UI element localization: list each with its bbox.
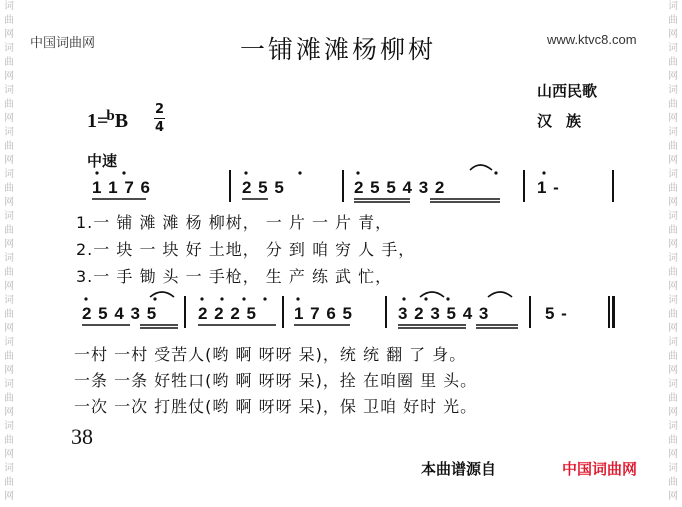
watermark-char: 词 xyxy=(668,379,678,390)
flat-sign: b xyxy=(106,108,115,124)
watermark-char: 网 xyxy=(668,29,678,40)
watermark-char: 网 xyxy=(4,197,14,208)
measure-6: 2 2 2 5 xyxy=(198,304,257,323)
watermark-char: 曲 xyxy=(4,393,14,404)
lyric-verse-3a: 3.一 手 锄 头 一 手枪， 生 产 练 武 忙， xyxy=(76,267,393,286)
watermark-char: 词 xyxy=(668,1,678,12)
time-bottom: 4 xyxy=(154,120,165,135)
watermark-char: 网 xyxy=(4,323,14,334)
lyric-verse-2b: 一条 一条 好牲口(哟 啊 呀呀 呆)，拴 在咱圈 里 头。 xyxy=(74,371,478,390)
watermark-char: 词 xyxy=(4,127,14,138)
watermark-char: 曲 xyxy=(4,15,14,26)
watermark-char: 曲 xyxy=(668,393,678,404)
lyric-verse-1a: 1.一 铺 滩 滩 杨 柳树， 一 片 一 片 青， xyxy=(76,213,393,232)
measure-9: 5 - xyxy=(545,304,568,323)
watermark-char: 曲 xyxy=(668,267,678,278)
watermark-char: 网 xyxy=(4,71,14,82)
watermark-char: 曲 xyxy=(668,141,678,152)
watermark-char: 曲 xyxy=(4,99,14,110)
watermark-char: 网 xyxy=(668,197,678,208)
watermark-char: 曲 xyxy=(4,477,14,488)
site-url: www.ktvc8.com xyxy=(547,32,637,47)
watermark-char: 词 xyxy=(4,43,14,54)
watermark-char: 网 xyxy=(4,365,14,376)
watermark-char: 词 xyxy=(668,463,678,474)
watermark-char: 网 xyxy=(668,449,678,460)
watermark-char: 曲 xyxy=(4,435,14,446)
watermark-char: 词 xyxy=(4,1,14,12)
watermark-char: 网 xyxy=(4,281,14,292)
watermark-char: 网 xyxy=(668,155,678,166)
key-note: B xyxy=(114,110,129,132)
watermark-char: 词 xyxy=(668,337,678,348)
watermark-char: 曲 xyxy=(4,225,14,236)
song-ethnicity: 汉族 xyxy=(537,112,596,130)
watermark-char: 网 xyxy=(668,239,678,250)
watermark-char: 曲 xyxy=(4,57,14,68)
watermark-char: 词 xyxy=(4,463,14,474)
time-top: 2 xyxy=(154,102,165,117)
watermark-char: 曲 xyxy=(668,15,678,26)
source-brand-link[interactable]: 中国词曲网 xyxy=(562,460,638,478)
measure-7: 1 7 6 5 xyxy=(294,304,353,323)
watermark-char: 曲 xyxy=(668,57,678,68)
watermark-char: 曲 xyxy=(4,267,14,278)
page-number: 38 xyxy=(71,424,93,449)
watermark-char: 曲 xyxy=(4,183,14,194)
watermark-char: 词 xyxy=(4,253,14,264)
watermark-char: 词 xyxy=(4,169,14,180)
lyric-verse-3b: 一次 一次 打胜仗(哟 啊 呀呀 呆)，保 卫咱 好时 光。 xyxy=(74,397,478,416)
watermark-char: 网 xyxy=(4,449,14,460)
measure-4: 1 - xyxy=(537,178,560,197)
watermark-char: 网 xyxy=(4,113,14,124)
watermark-char: 词 xyxy=(4,295,14,306)
watermark-char: 曲 xyxy=(4,351,14,362)
watermark-char: 词 xyxy=(668,421,678,432)
source-label: 本曲谱源自 xyxy=(421,460,497,478)
watermark-char: 网 xyxy=(4,491,14,502)
measure-8: 3 2 3 5 4 3 xyxy=(398,304,490,323)
watermark-char: 词 xyxy=(668,85,678,96)
lyric-verse-1b: 一村 一村 受苦人(哟 啊 呀呀 呆)，统 统 翻 了 身。 xyxy=(74,345,467,364)
watermark-char: 网 xyxy=(4,407,14,418)
watermark-char: 曲 xyxy=(668,225,678,236)
measure-5: 2 5 4 3 5 xyxy=(82,304,158,323)
watermark-char: 网 xyxy=(668,281,678,292)
watermark-char: 曲 xyxy=(668,99,678,110)
song-origin: 山西民歌 xyxy=(537,82,598,100)
watermark-char: 网 xyxy=(668,491,678,502)
watermark-char: 词 xyxy=(668,127,678,138)
watermark-char: 词 xyxy=(4,85,14,96)
watermark-char: 网 xyxy=(668,71,678,82)
watermark-char: 词 xyxy=(668,295,678,306)
watermark-char: 网 xyxy=(668,407,678,418)
watermark-char: 词 xyxy=(668,43,678,54)
watermark-char: 词 xyxy=(4,421,14,432)
tempo-marking: 中速 xyxy=(87,152,118,170)
watermark-char: 曲 xyxy=(668,183,678,194)
watermark-char: 曲 xyxy=(668,351,678,362)
watermark-char: 网 xyxy=(668,113,678,124)
watermark-char: 曲 xyxy=(668,309,678,320)
measure-2: 2 5 5 xyxy=(242,178,285,197)
watermark-char: 曲 xyxy=(4,309,14,320)
watermark-char: 词 xyxy=(668,253,678,264)
watermark-char: 网 xyxy=(4,239,14,250)
song-title: 一铺滩滩杨柳树 xyxy=(240,35,437,64)
watermark-char: 词 xyxy=(4,379,14,390)
measure-3: 2 5 5 4 3 2 xyxy=(354,178,446,197)
measure-1: 1 1 7 6 xyxy=(92,178,151,197)
watermark-char: 网 xyxy=(668,323,678,334)
watermark-char: 词 xyxy=(668,211,678,222)
watermark-char: 曲 xyxy=(4,141,14,152)
site-label-left: 中国词曲网 xyxy=(30,36,96,51)
key-prefix: 1= xyxy=(87,110,109,132)
watermark-char: 词 xyxy=(4,211,14,222)
watermark-char: 词 xyxy=(668,169,678,180)
watermark-char: 曲 xyxy=(668,477,678,488)
watermark-char: 词 xyxy=(4,337,14,348)
watermark-char: 曲 xyxy=(668,435,678,446)
watermark-char: 网 xyxy=(668,365,678,376)
watermark-char: 网 xyxy=(4,29,14,40)
lyric-verse-2a: 2.一 块 一 块 好 土地， 分 到 咱 穷 人 手， xyxy=(76,240,416,259)
watermark-char: 网 xyxy=(4,155,14,166)
